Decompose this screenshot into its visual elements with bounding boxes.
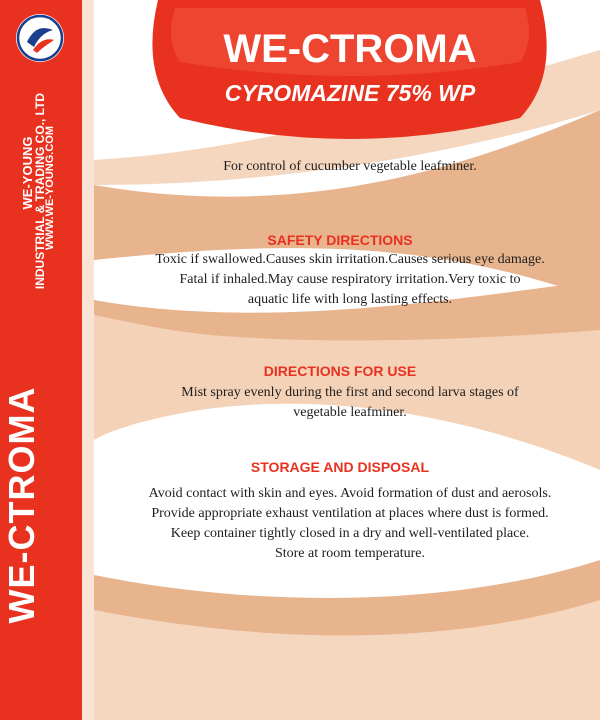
safety-directions-text [100, 250, 600, 310]
safety-directions-heading: SAFETY DIRECTIONS [267, 232, 413, 248]
text-line: Keep container tightly closed in a dry and well-ventilated place. [170, 526, 530, 541]
company-full-name-vertical: INDUSTRIAL & TRADING CO., LTD [33, 92, 47, 290]
text-line: Fatal if inhaled.May cause respiratory irritation.Very toxic to [179, 272, 521, 287]
website-vertical: WWW.WE-YOUNG.COM [44, 125, 56, 251]
directions-for-use-heading: DIRECTIONS FOR USE [263, 363, 417, 379]
sidebar-edge [82, 0, 94, 720]
directions-for-use-text [100, 383, 600, 423]
storage-and-disposal-text [100, 484, 600, 564]
text-line: Mist spray evenly during the first and second larva stages of [181, 385, 519, 400]
product-subtitle: CYROMAZINE 75% WP [224, 80, 476, 106]
company-name-vertical: WE-YOUNG [20, 136, 35, 210]
intro-text: For control of cucumber vegetable leafminer. [223, 159, 477, 174]
text-line: vegetable leafminer. [293, 405, 407, 420]
storage-and-disposal-heading: STORAGE AND DISPOSAL [250, 459, 430, 475]
text-line: Provide appropriate exhaust ventilation at places where dust is formed. [151, 506, 549, 521]
text-line: aquatic life with long lasting effects. [247, 292, 453, 307]
text-line: Toxic if swallowed.Causes skin irritation.Causes serious eye damage. [155, 252, 545, 267]
text-line: Avoid contact with skin and eyes. Avoid formation of dust and aerosols. [148, 486, 552, 501]
brand-name-vertical: WE-CTROMA [1, 386, 42, 624]
text-line: Store at room temperature. [274, 546, 426, 561]
product-title: WE-CTROMA [223, 27, 477, 71]
